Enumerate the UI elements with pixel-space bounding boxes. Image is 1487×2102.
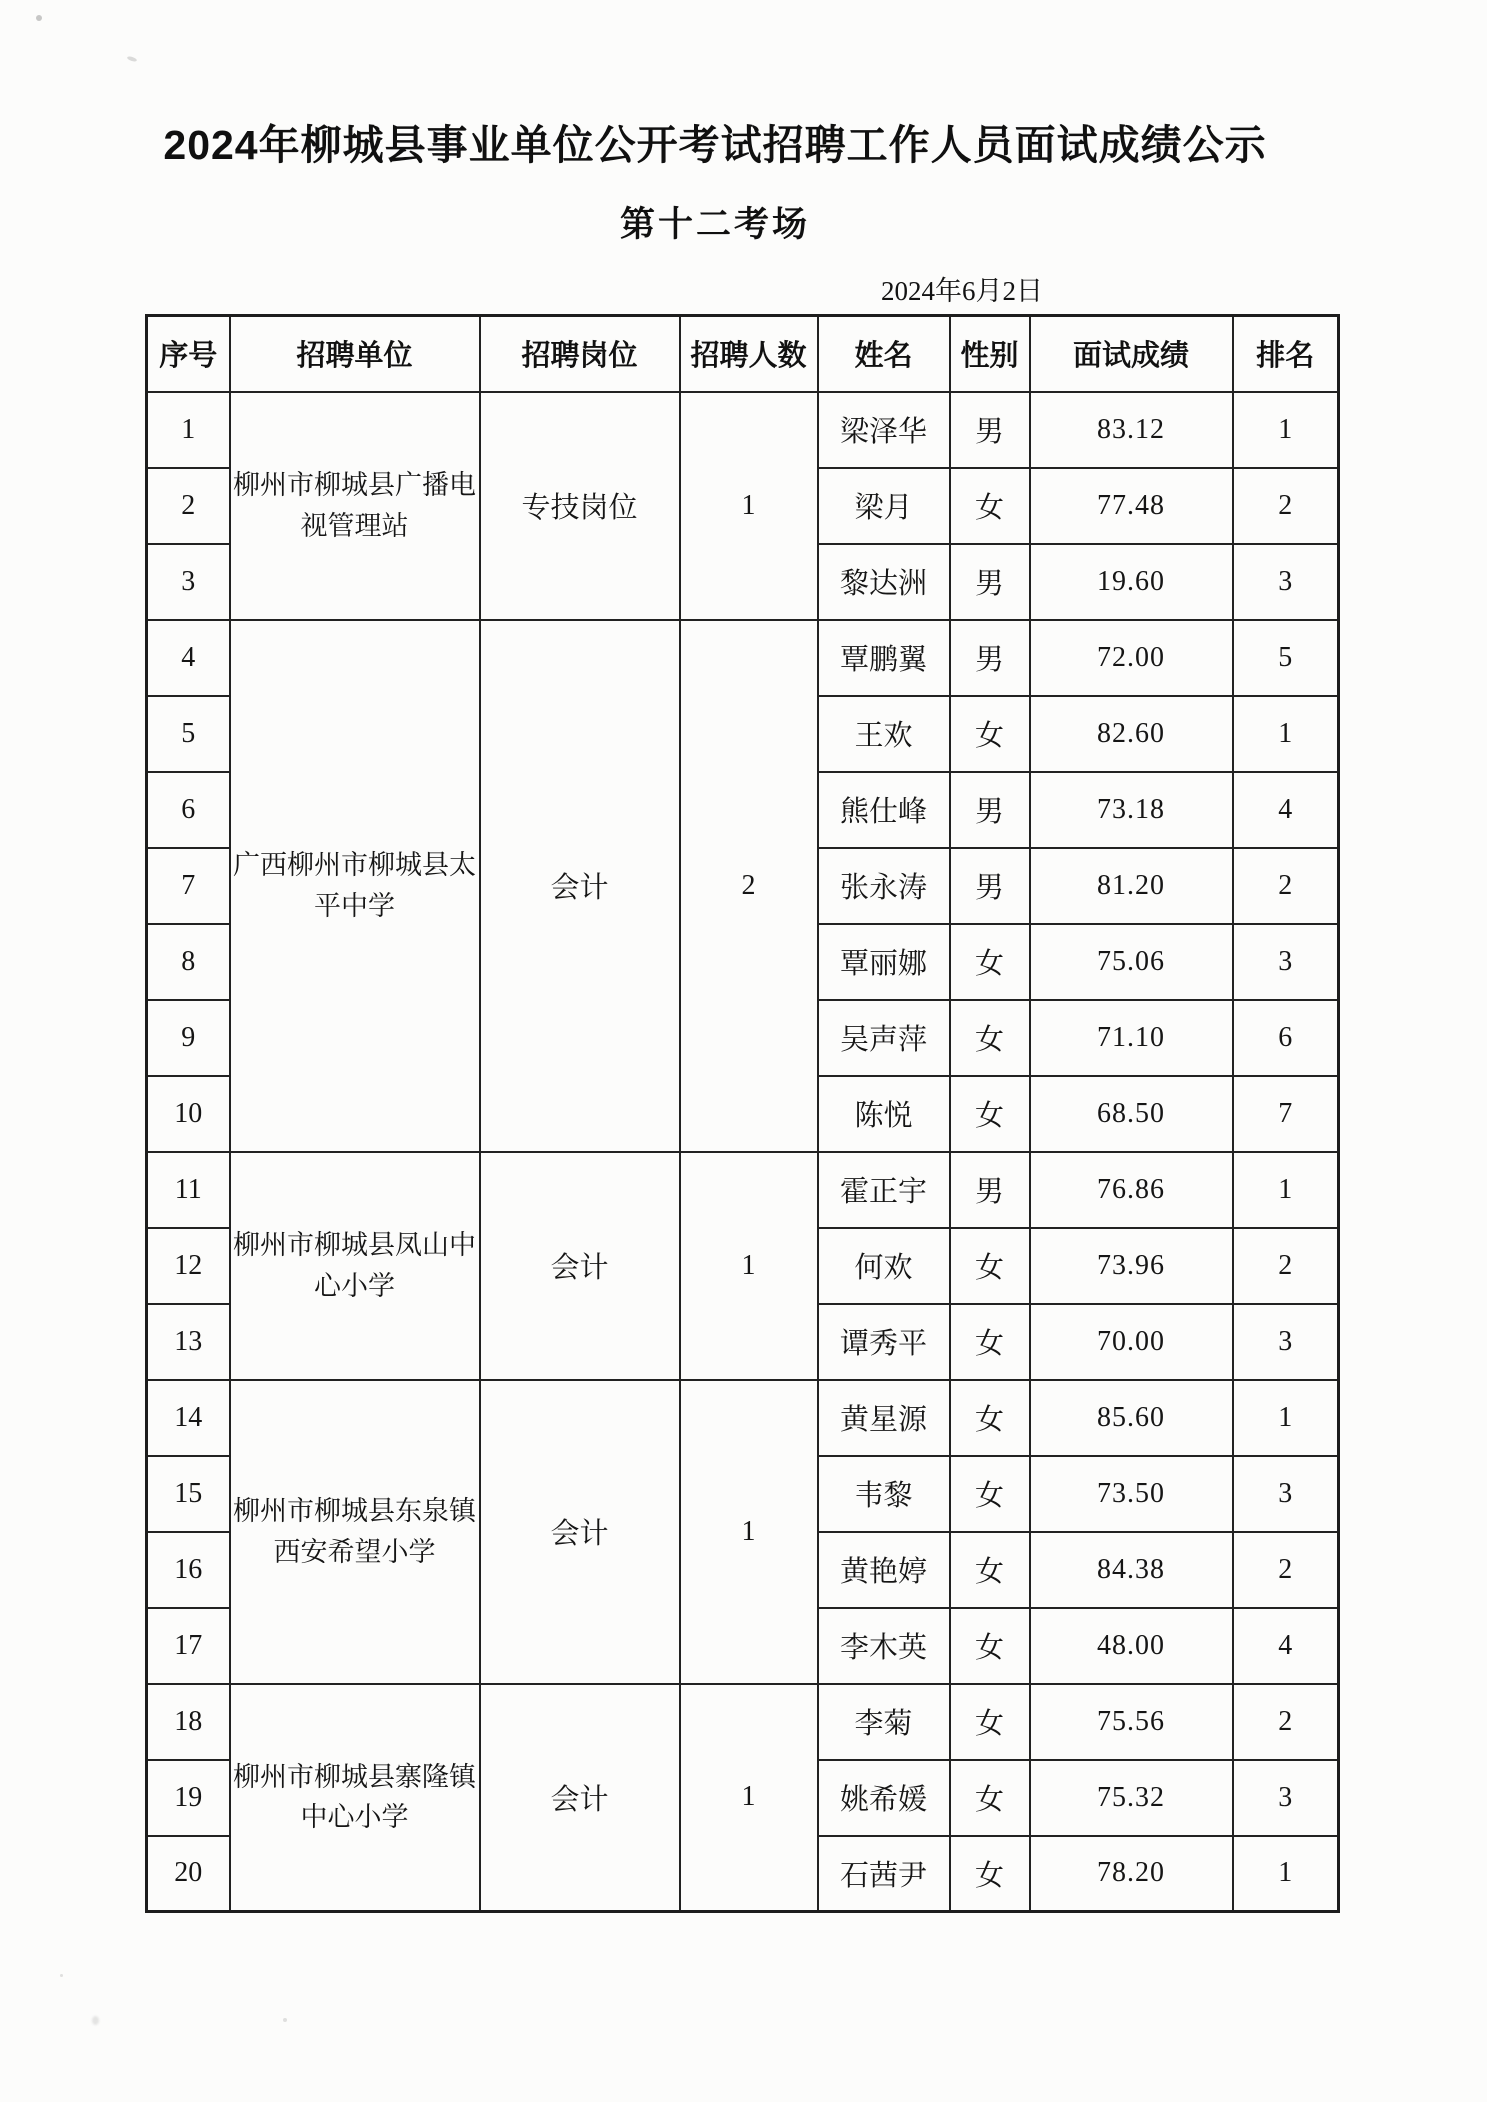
recruit-quota-cell: 1 xyxy=(680,392,818,620)
header-score: 面试成绩 xyxy=(1030,316,1233,392)
gender-cell: 女 xyxy=(950,924,1030,1000)
row-index-cell: 14 xyxy=(147,1380,230,1456)
rank-cell: 1 xyxy=(1233,1152,1339,1228)
candidate-name-cell: 何欢 xyxy=(818,1228,950,1304)
interview-score-cell: 75.56 xyxy=(1030,1684,1233,1760)
row-index-cell: 6 xyxy=(147,772,230,848)
candidate-name-cell: 霍正宇 xyxy=(818,1152,950,1228)
interview-score-cell: 82.60 xyxy=(1030,696,1233,772)
row-index-cell: 7 xyxy=(147,848,230,924)
rank-cell: 2 xyxy=(1233,848,1339,924)
recruit-post-cell: 专技岗位 xyxy=(480,392,680,620)
interview-score-cell: 48.00 xyxy=(1030,1608,1233,1684)
row-index-cell: 12 xyxy=(147,1228,230,1304)
row-index-cell: 19 xyxy=(147,1760,230,1836)
gender-cell: 男 xyxy=(950,620,1030,696)
row-index-cell: 15 xyxy=(147,1456,230,1532)
row-index-cell: 20 xyxy=(147,1836,230,1912)
candidate-name-cell: 韦黎 xyxy=(818,1456,950,1532)
recruit-quota-cell: 1 xyxy=(680,1152,818,1380)
rank-cell: 7 xyxy=(1233,1076,1339,1152)
row-index-cell: 3 xyxy=(147,544,230,620)
rank-cell: 3 xyxy=(1233,1760,1339,1836)
rank-cell: 2 xyxy=(1233,1684,1339,1760)
interview-score-cell: 75.32 xyxy=(1030,1760,1233,1836)
header-name: 姓名 xyxy=(818,316,950,392)
table-body xyxy=(147,392,1339,1912)
candidate-name-cell: 覃丽娜 xyxy=(818,924,950,1000)
row-index-cell: 18 xyxy=(147,1684,230,1760)
interview-score-cell: 78.20 xyxy=(1030,1836,1233,1912)
exam-room-subtitle: 第十二考场 xyxy=(619,205,810,244)
header-no: 序号 xyxy=(147,316,230,392)
candidate-name-cell: 覃鹏翼 xyxy=(818,620,950,696)
header-rank: 排名 xyxy=(1233,316,1339,392)
gender-cell: 女 xyxy=(950,468,1030,544)
candidate-name-cell: 李菊 xyxy=(818,1684,950,1760)
interview-score-cell: 75.06 xyxy=(1030,924,1233,1000)
rank-cell: 6 xyxy=(1233,1000,1339,1076)
gender-cell: 女 xyxy=(950,1684,1030,1760)
gender-cell: 女 xyxy=(950,696,1030,772)
gender-cell: 男 xyxy=(950,544,1030,620)
row-index-cell: 8 xyxy=(147,924,230,1000)
header-post: 招聘岗位 xyxy=(480,316,680,392)
candidate-name-cell: 石茜尹 xyxy=(818,1836,950,1912)
recruit-unit-cell: 柳州市柳城县广播电视管理站 xyxy=(230,392,480,620)
rank-cell: 4 xyxy=(1233,772,1339,848)
rank-cell: 1 xyxy=(1233,1380,1339,1456)
rank-cell: 1 xyxy=(1233,392,1339,468)
gender-cell: 男 xyxy=(950,1152,1030,1228)
interview-score-cell: 81.20 xyxy=(1030,848,1233,924)
gender-cell: 女 xyxy=(950,1836,1030,1912)
candidate-name-cell: 王欢 xyxy=(818,696,950,772)
row-index-cell: 13 xyxy=(147,1304,230,1380)
interview-score-cell: 73.96 xyxy=(1030,1228,1233,1304)
recruit-post-cell: 会计 xyxy=(480,1684,680,1912)
table-row xyxy=(147,1380,1339,1456)
rank-cell: 2 xyxy=(1233,1228,1339,1304)
candidate-name-cell: 梁泽华 xyxy=(818,392,950,468)
gender-cell: 女 xyxy=(950,1760,1030,1836)
table-row xyxy=(147,1684,1339,1760)
rank-cell: 2 xyxy=(1233,1532,1339,1608)
gender-cell: 女 xyxy=(950,1228,1030,1304)
candidate-name-cell: 姚希媛 xyxy=(818,1760,950,1836)
gender-cell: 男 xyxy=(950,848,1030,924)
scan-artifact xyxy=(283,2018,287,2022)
interview-score-cell: 19.60 xyxy=(1030,544,1233,620)
row-index-cell: 1 xyxy=(147,392,230,468)
rank-cell: 4 xyxy=(1233,1608,1339,1684)
heading-block xyxy=(0,0,1430,247)
score-table xyxy=(145,314,1340,1913)
gender-cell: 女 xyxy=(950,1000,1030,1076)
candidate-name-cell: 谭秀平 xyxy=(818,1304,950,1380)
candidate-name-cell: 李木英 xyxy=(818,1608,950,1684)
gender-cell: 女 xyxy=(950,1532,1030,1608)
recruit-quota-cell: 2 xyxy=(680,620,818,1152)
rank-cell: 5 xyxy=(1233,620,1339,696)
rank-cell: 2 xyxy=(1233,468,1339,544)
row-index-cell: 4 xyxy=(147,620,230,696)
recruit-post-cell: 会计 xyxy=(480,620,680,1152)
recruit-post-cell: 会计 xyxy=(480,1380,680,1684)
recruit-unit-cell: 柳州市柳城县凤山中心小学 xyxy=(230,1152,480,1380)
rank-cell: 3 xyxy=(1233,544,1339,620)
interview-score-cell: 84.38 xyxy=(1030,1532,1233,1608)
row-index-cell: 17 xyxy=(147,1608,230,1684)
row-index-cell: 11 xyxy=(147,1152,230,1228)
rank-cell: 1 xyxy=(1233,696,1339,772)
candidate-name-cell: 梁月 xyxy=(818,468,950,544)
recruit-post-cell: 会计 xyxy=(480,1152,680,1380)
candidate-name-cell: 黎达洲 xyxy=(818,544,950,620)
rank-cell: 3 xyxy=(1233,1304,1339,1380)
interview-score-cell: 73.50 xyxy=(1030,1456,1233,1532)
header-row xyxy=(147,316,1339,392)
gender-cell: 女 xyxy=(950,1304,1030,1380)
candidate-name-cell: 黄星源 xyxy=(818,1380,950,1456)
row-index-cell: 5 xyxy=(147,696,230,772)
header-quota: 招聘人数 xyxy=(680,316,818,392)
rank-cell: 1 xyxy=(1233,1836,1339,1912)
interview-score-cell: 77.48 xyxy=(1030,468,1233,544)
gender-cell: 男 xyxy=(950,772,1030,848)
recruit-unit-cell: 广西柳州市柳城县太平中学 xyxy=(230,620,480,1152)
candidate-name-cell: 吴声萍 xyxy=(818,1000,950,1076)
gender-cell: 男 xyxy=(950,392,1030,468)
interview-score-cell: 71.10 xyxy=(1030,1000,1233,1076)
interview-score-cell: 70.00 xyxy=(1030,1304,1233,1380)
rank-cell: 3 xyxy=(1233,1456,1339,1532)
table-row xyxy=(147,620,1339,696)
recruit-quota-cell: 1 xyxy=(680,1684,818,1912)
header-unit: 招聘单位 xyxy=(230,316,480,392)
gender-cell: 女 xyxy=(950,1380,1030,1456)
gender-cell: 女 xyxy=(950,1608,1030,1684)
gender-cell: 女 xyxy=(950,1076,1030,1152)
row-index-cell: 9 xyxy=(147,1000,230,1076)
recruit-unit-cell: 柳州市柳城县寨隆镇中心小学 xyxy=(230,1684,480,1912)
table-row xyxy=(147,392,1339,468)
interview-score-cell: 76.86 xyxy=(1030,1152,1233,1228)
gender-cell: 女 xyxy=(950,1456,1030,1532)
table-header xyxy=(147,316,1339,392)
table-row xyxy=(147,1152,1339,1228)
interview-score-cell: 85.60 xyxy=(1030,1380,1233,1456)
candidate-name-cell: 黄艳婷 xyxy=(818,1532,950,1608)
recruit-quota-cell: 1 xyxy=(680,1380,818,1684)
interview-score-cell: 72.00 xyxy=(1030,620,1233,696)
scan-artifact xyxy=(60,1974,63,1977)
interview-score-cell: 68.50 xyxy=(1030,1076,1233,1152)
candidate-name-cell: 熊仕峰 xyxy=(818,772,950,848)
page-title: 2024年柳城县事业单位公开考试招聘工作人员面试成绩公示 xyxy=(163,122,1267,168)
candidate-name-cell: 陈悦 xyxy=(818,1076,950,1152)
publish-date: 2024年6月2日 xyxy=(881,276,1043,306)
interview-score-cell: 73.18 xyxy=(1030,772,1233,848)
row-index-cell: 16 xyxy=(147,1532,230,1608)
rank-cell: 3 xyxy=(1233,924,1339,1000)
row-index-cell: 2 xyxy=(147,468,230,544)
candidate-name-cell: 张永涛 xyxy=(818,848,950,924)
scan-artifact xyxy=(92,2016,99,2025)
recruit-unit-cell: 柳州市柳城县东泉镇西安希望小学 xyxy=(230,1380,480,1684)
header-gender: 性别 xyxy=(950,316,1030,392)
interview-score-cell: 83.12 xyxy=(1030,392,1233,468)
row-index-cell: 10 xyxy=(147,1076,230,1152)
